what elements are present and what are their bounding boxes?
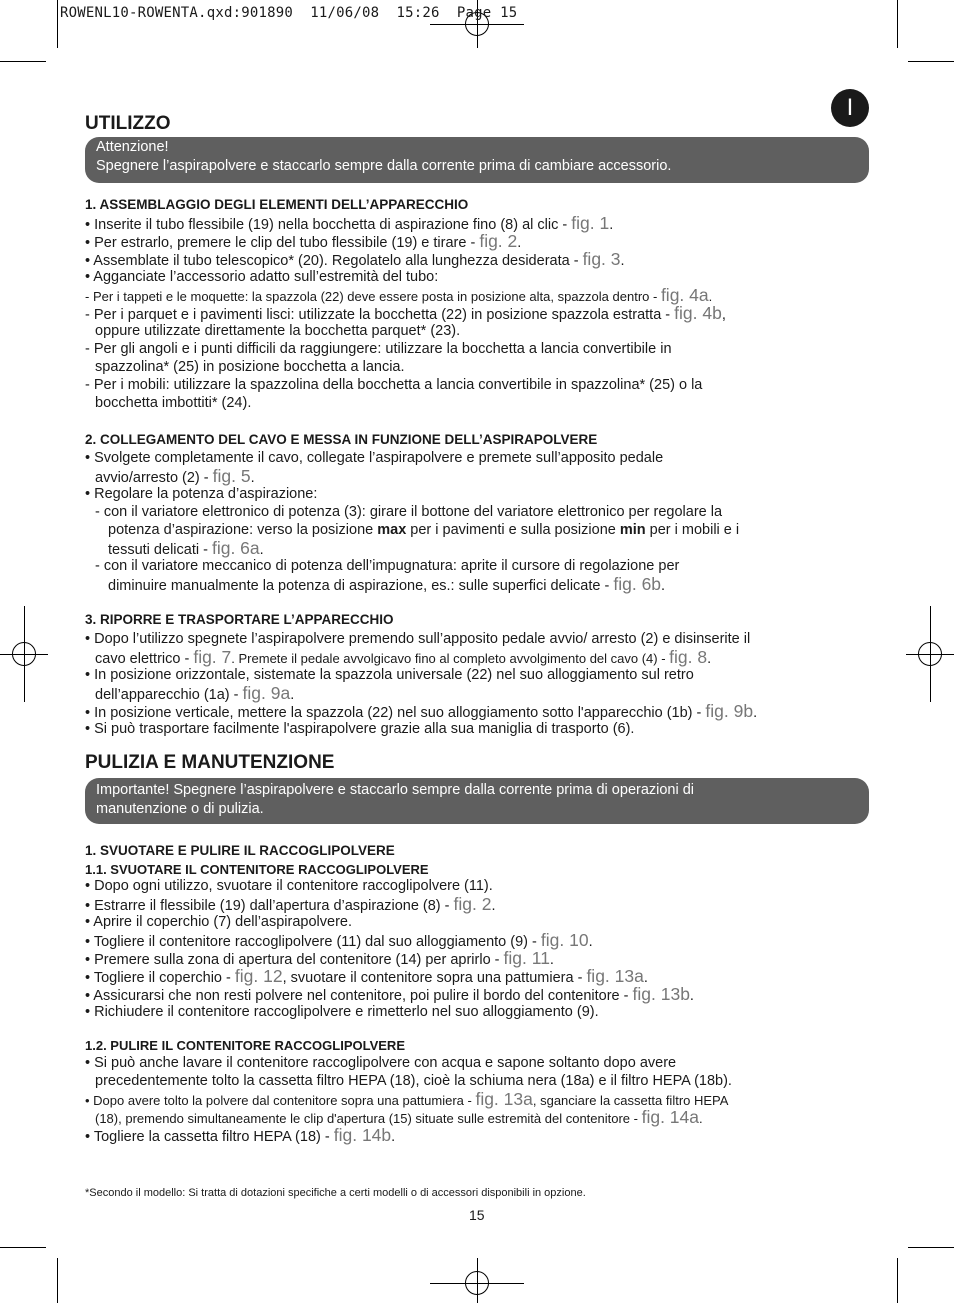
list-item: • Assicurarsi che non resti polvere nel contenitore, poi pulire il bordo del contenitore - fig. 13b.	[85, 984, 694, 1004]
list-item: • Inserite il tubo flessibile (19) nella bocchetta di aspirazione fino (8) al clic - fig. 1.	[85, 213, 614, 233]
figure-ref: fig. 6b	[613, 574, 662, 594]
list-item: • Agganciate l’accessorio adatto sull’estremità del tubo:	[85, 269, 439, 285]
list-item: - Per i mobili: utilizzare la spazzolina della bocchetta a lancia convertibile in spazzolina* (25) o la	[85, 377, 703, 393]
list-item: • Estrarre il flessibile (19) dall’apertura d’aspirazione (8) - fig. 2.	[85, 894, 496, 914]
warning-text: manutenzione o di pulizia.	[96, 801, 264, 817]
figure-ref: fig. 1	[571, 213, 610, 233]
figure-ref: fig. 9a	[242, 683, 291, 703]
list-item: • Togliere il contenitore raccoglipolvere (11) dal suo alloggiamento (9) - fig. 10.	[85, 930, 593, 950]
list-item: diminuire manualmente la potenza di aspirazione, es.: sulle superfici delicate - fig. 6b.	[108, 574, 666, 594]
list-item: dell’apparecchio (1a) - fig. 9a.	[95, 683, 295, 703]
list-item: - Per i parquet e i pavimenti lisci: utilizzate la bocchetta (22) in posizione spazzola estratta - fig. 4b,	[85, 303, 726, 323]
subsection-title: 2. COLLEGAMENTO DEL CAVO E MESSA IN FUNZIONE DELL’ASPIRAPOLVERE	[85, 432, 598, 447]
list-item: spazzolina* (25) in posizione bocchetta a lancia.	[95, 359, 405, 375]
subsection-subtitle: 1.1. SVUOTARE IL CONTENITORE RACCOGLIPOLVERE	[85, 862, 429, 877]
figure-ref: fig. 13a	[475, 1089, 533, 1109]
figure-ref: fig. 11	[503, 948, 550, 968]
section-title-utilizzo: UTILIZZO	[85, 113, 171, 134]
figure-ref: fig. 8	[669, 647, 708, 667]
warning-box	[85, 778, 869, 824]
subsection-title: 1.2. PULIRE IL CONTENITORE RACCOGLIPOLVERE	[85, 1038, 405, 1053]
figure-ref: fig. 2	[479, 231, 518, 251]
list-item: • Dopo l’utilizzo spegnete l’aspirapolvere premendo sull’apposito pedale avvio/ arresto (2) e disinserite il	[85, 631, 751, 647]
figure-ref: fig. 4b	[674, 303, 722, 323]
figure-ref: fig. 3	[582, 249, 621, 269]
list-item: • Per estrarlo, premere le clip del tubo flessibile (19) e tirare - fig. 2.	[85, 231, 522, 251]
list-item: - Per gli angoli e i punti difficili da raggiungere: utilizzare la bocchetta a lancia convertibile in	[85, 341, 672, 357]
list-item: avvio/arresto (2) - fig. 5.	[95, 466, 255, 486]
figure-ref: fig. 6a	[211, 538, 260, 558]
crop-mark	[0, 61, 46, 62]
list-item: • Richiudere il contenitore raccoglipolvere e rimetterlo nel suo alloggiamento (9).	[85, 1004, 599, 1020]
figure-ref: fig. 14a	[641, 1107, 699, 1127]
list-item: • Regolare la potenza d’aspirazione:	[85, 486, 318, 502]
page-number: 15	[469, 1207, 485, 1223]
print-slug: ROWENL10-ROWENTA.qxd:901890 11/06/08 15:26 Page 15	[60, 5, 518, 21]
list-item: - con il variatore elettronico di potenza (3): girare il bottone del variatore elettronico per regolare la	[95, 504, 723, 520]
figure-ref: fig. 9b	[705, 701, 754, 721]
figure-ref: fig. 12	[234, 966, 283, 986]
list-item: potenza d’aspirazione: verso la posizione max per i pavimenti e sulla posizione min per i mobili e i	[108, 522, 740, 538]
list-item: tessuti delicati - fig. 6a.	[108, 538, 264, 558]
figure-ref: fig. 2	[453, 894, 492, 914]
list-item: • Dopo avere tolto la polvere dal contenitore sopra una pattumiera - fig. 13a, sganciare la cassetta filtro HEPA	[85, 1089, 729, 1109]
figure-ref: fig. 10	[540, 930, 589, 950]
list-item: • In posizione verticale, mettere la spazzola (22) nel suo alloggiamento sotto l'apparecchio (1b) - fig. 9b.	[85, 701, 758, 721]
list-item: cavo elettrico - fig. 7. Premete il pedale avvolgicavo fino al completo avvolgimento del cavo (4) - fig. 8.	[95, 647, 712, 667]
list-item: oppure utilizzate direttamente la bocchetta parquet* (23).	[95, 323, 461, 339]
figure-ref: fig. 7	[193, 647, 232, 667]
figure-ref: fig. 14b	[333, 1125, 392, 1145]
list-item: bocchetta imbottiti* (24).	[95, 395, 252, 411]
figure-ref: fig. 5	[212, 466, 251, 486]
list-item: • Dopo ogni utilizzo, svuotare il contenitore raccoglipolvere (11).	[85, 878, 493, 894]
footnote: *Secondo il modello: Si tratta di dotazioni specifiche a certi modelli o di accessori disponibili in opzione.	[85, 1187, 586, 1199]
figure-ref: fig. 13b	[632, 984, 690, 1004]
crop-mark	[897, 0, 898, 48]
subsection-title: 1. SVUOTARE E PULIRE IL RACCOGLIPOLVERE	[85, 843, 395, 858]
subsection-title: 3. RIPORRE E TRASPORTARE L’APPARECCHIO	[85, 612, 394, 627]
crop-mark	[0, 1247, 46, 1248]
section-title-pulizia: PULIZIA E MANUTENZIONE	[85, 752, 335, 773]
figure-ref: fig. 4a	[660, 285, 709, 305]
list-item: • Togliere la cassetta filtro HEPA (18) - fig. 14b.	[85, 1125, 396, 1145]
list-item: precedentemente tolto la cassetta filtro HEPA (18), cioè la schiuma nera (18a) e il filtro HEPA (18b).	[95, 1073, 732, 1089]
list-item: (18), premendo simultaneamente le clip d'apertura (15) situate sulle estremità del contenitore - fig. 14a.	[95, 1107, 703, 1127]
list-item: • In posizione orizzontale, sistemate la spazzola universale (22) nel suo alloggiamento sul retro	[85, 667, 694, 683]
crop-mark	[908, 61, 954, 62]
list-item: • Si può trasportare facilmente l'aspirapolvere grazie alla sua maniglia di trasporto (6).	[85, 721, 635, 737]
list-item: • Togliere il coperchio - fig. 12, svuotare il contenitore sopra una pattumiera - fig. 13a.	[85, 966, 648, 986]
subsection-title: 1. ASSEMBLAGGIO DEGLI ELEMENTI DELL’APPARECCHIO	[85, 197, 469, 212]
list-item: • Aprire il coperchio (7) dell’aspirapolvere.	[85, 914, 353, 930]
crop-mark	[897, 1258, 898, 1303]
warning-text: Importante! Spegnere l’aspirapolvere e staccarlo sempre dalla corrente prima di operazioni di	[96, 782, 695, 798]
list-item: • Assemblate il tubo telescopico* (20). Regolatelo alla lunghezza desiderata - fig. 3.	[85, 249, 625, 269]
crop-mark	[908, 1247, 954, 1248]
list-item: - con il variatore meccanico di potenza dell’impugnatura: aprite il cursore di regolazione per	[95, 558, 680, 574]
warning-box	[85, 137, 869, 183]
crop-mark	[57, 1258, 58, 1303]
list-item: • Svolgete completamente il cavo, collegate l’aspirapolvere e premete sull’apposito pedale	[85, 450, 664, 466]
warning-text: Spegnere l’aspirapolvere e staccarlo sempre dalla corrente prima di cambiare accessorio.	[96, 158, 672, 174]
language-badge: I	[831, 89, 869, 127]
list-item: • Si può anche lavare il contenitore raccoglipolvere con acqua e sapone soltanto dopo avere	[85, 1055, 677, 1071]
list-item: • Premere sulla zona di apertura del contenitore (14) per aprirlo - fig. 11.	[85, 948, 554, 968]
list-item: - Per i tappeti e le moquette: la spazzola (22) deve essere posta in posizione alta, spazzola dentro - fig. 4a.	[85, 285, 713, 305]
crop-mark	[57, 0, 58, 48]
warning-heading: Attenzione!	[96, 139, 169, 155]
figure-ref: fig. 13a	[586, 966, 644, 986]
